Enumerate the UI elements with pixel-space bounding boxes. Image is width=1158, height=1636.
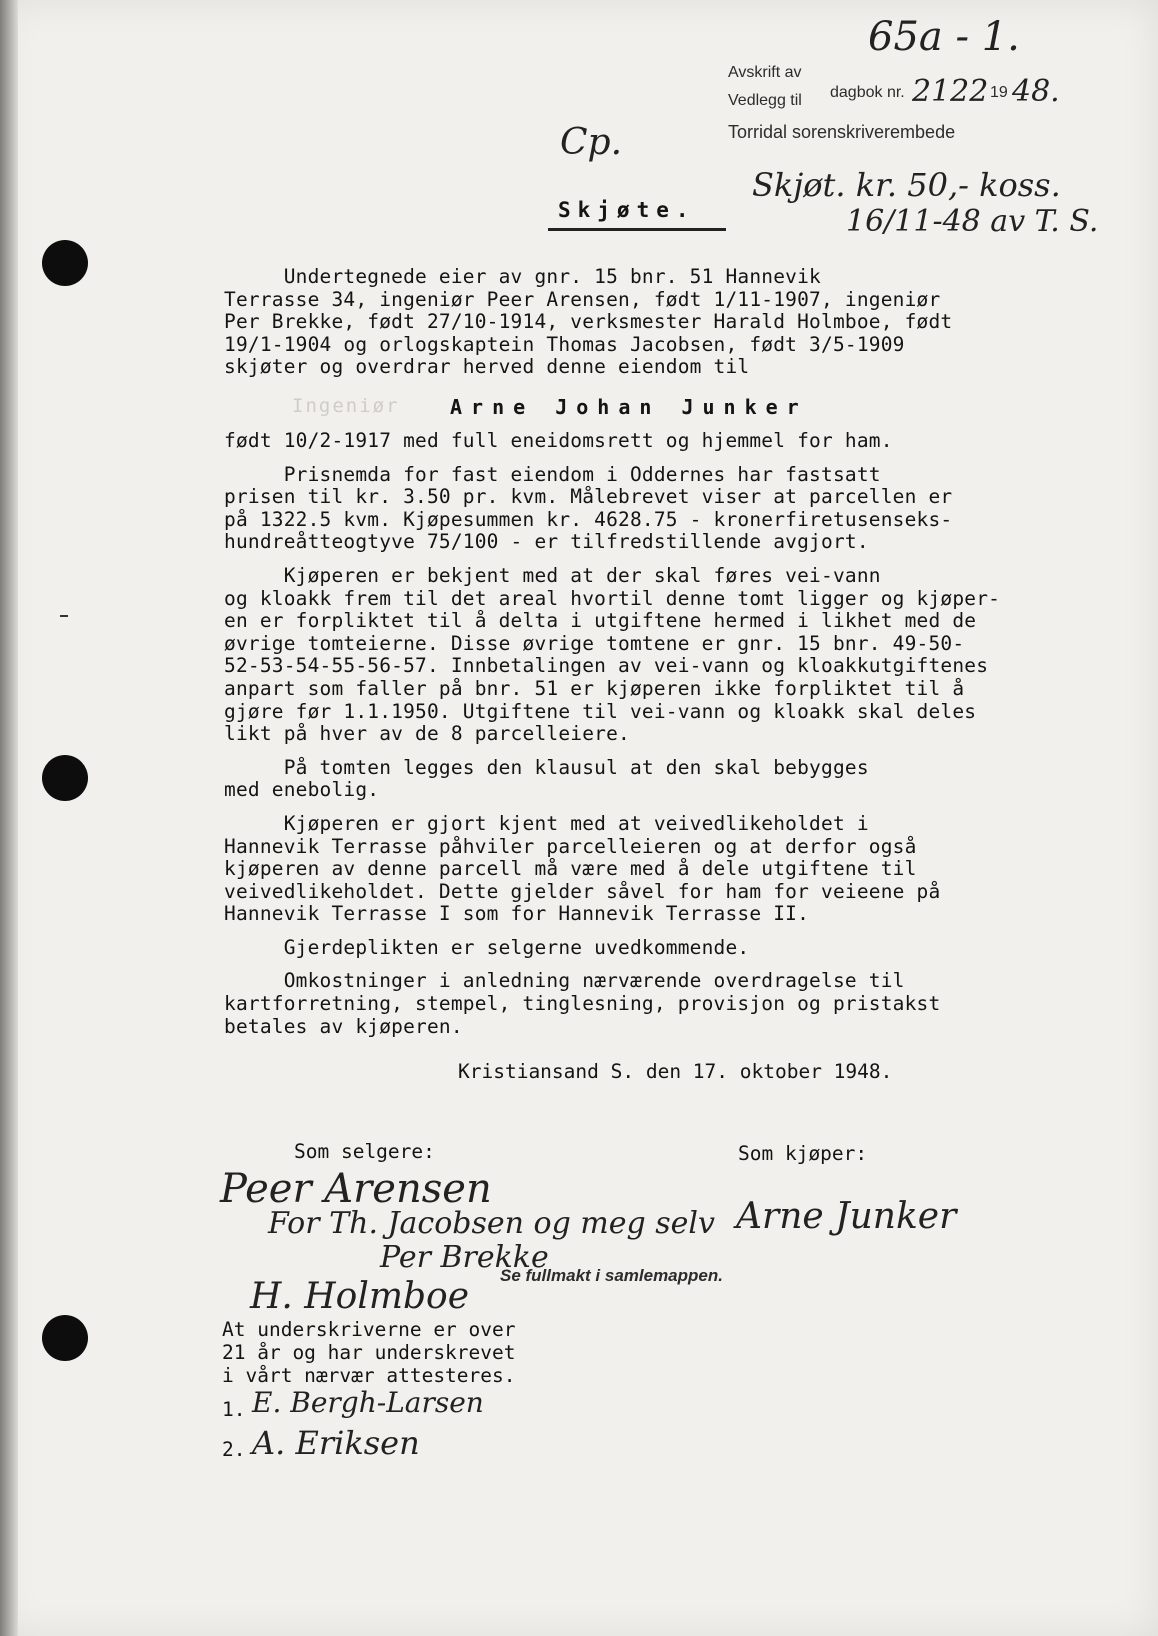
text-line: Kjøperen er bekjent med at der skal føres vei-vann bbox=[224, 563, 881, 587]
attest-line: At underskriverne er over bbox=[222, 1318, 516, 1341]
sellers-label: Som selgere: bbox=[294, 1140, 435, 1163]
text-line: Hannevik Terrasse I som for Hannevik Terrasse II. bbox=[224, 902, 810, 926]
text-line: Per Brekke, født 27/10-1914, verksmester Harald Holmboe, født bbox=[224, 310, 953, 334]
text-line: på 1322.5 kvm. Kjøpesummen kr. 4628.75 - kronerfiretusenseks- bbox=[224, 507, 953, 531]
text-line: På tomten legges den klausul at den skal bebygges bbox=[224, 755, 869, 779]
text-line: betales av kjøperen. bbox=[224, 1014, 463, 1038]
document-title: Skjøte. bbox=[558, 198, 696, 222]
text-line: anpart som faller på bnr. 51 er kjøperen ikke forpliktet til å bbox=[224, 676, 965, 700]
text-line: kartforretning, stempel, tinglesning, provisjon og pristakst bbox=[224, 992, 941, 1016]
stamp-year: 48. bbox=[1012, 74, 1060, 109]
text-line: Kjøperen er gjort kjent med at veivedlikeholdet i bbox=[224, 811, 869, 835]
witness-2-signature: A. Eriksen bbox=[252, 1424, 420, 1462]
text-line: likt på hver av de 8 parcelleiere. bbox=[224, 722, 630, 746]
fee-note-line1: Skjøt. kr. 50,- koss. bbox=[752, 166, 1061, 204]
paragraph-terms bbox=[224, 430, 1104, 1038]
title-underline bbox=[548, 228, 726, 231]
attest-line: i vårt nærvær attesteres. bbox=[222, 1364, 516, 1387]
text-line: født 10/2-1917 med full eneidomsrett og hjemmel for ham. bbox=[224, 429, 893, 452]
reference-number: 65a - 1. bbox=[868, 14, 1020, 60]
text-line: og kloakk frem til det areal hvortil denne tomt ligger og kjøper- bbox=[224, 586, 1001, 610]
signature-for-jacobsen: For Th. Jacobsen og meg selv bbox=[268, 1206, 715, 1241]
text-line: hundreåtteogtyve 75/100 - er tilfredstillende avgjort. bbox=[224, 530, 869, 554]
fee-note-line2: 16/11-48 av T. S. bbox=[846, 204, 1099, 239]
buyer-name: Arne Johan Junker bbox=[450, 395, 808, 419]
initials: Cp. bbox=[560, 122, 623, 163]
text-line: Terrasse 34, ingeniør Peer Arensen, født 1/11-1907, ingeniør bbox=[224, 287, 941, 311]
signature-holmboe: H. Holmboe bbox=[250, 1276, 470, 1317]
stamp-year-prefix: 19 bbox=[990, 84, 1008, 101]
fullmakt-stamp: Se fullmakt i samlemappen. bbox=[500, 1266, 723, 1285]
text-line: Gjerdeplikten er selgerne uvedkommende. bbox=[224, 935, 750, 959]
buyer-label: Som kjøper: bbox=[738, 1142, 868, 1165]
punch-hole-bottom bbox=[42, 1315, 88, 1361]
text-line: skjøter og overdrar herved denne eiendom til bbox=[224, 355, 750, 379]
punch-hole-middle bbox=[42, 755, 88, 801]
place-date: Kristiansand S. den 17. oktober 1948. bbox=[458, 1060, 893, 1083]
text-line: Hannevik Terrasse påhviler parcelleieren og at derfor også bbox=[224, 834, 917, 858]
text-line: veivedlikeholdet. Dette gjelder såvel for ham for veieene på bbox=[224, 879, 941, 903]
witness-2-number: 2. bbox=[222, 1438, 246, 1461]
text-line: Prisnemda for fast eiendom i Oddernes har fastsatt bbox=[224, 462, 881, 486]
stamp-avskrift: Avskrift av bbox=[728, 64, 802, 81]
text-line: 19/1-1904 og orlogskaptein Thomas Jacobsen, født 3/5-1909 bbox=[224, 332, 905, 356]
margin-mark bbox=[60, 615, 68, 617]
text-line: Undertegnede eier av gnr. 15 bnr. 51 Hannevik bbox=[224, 265, 821, 288]
text-line: øvrige tomteierne. Disse øvrige tomtene er gnr. 15 bnr. 49-50- bbox=[224, 631, 965, 655]
signature-buyer: Arne Junker bbox=[736, 1196, 957, 1237]
scan-edge bbox=[0, 0, 18, 1636]
stamp-vedlegg: Vedlegg til bbox=[728, 92, 802, 109]
text-line: Omkostninger i anledning nærværende overdragelse til bbox=[224, 969, 905, 993]
text-line: en er forpliktet til å delta i utgiftene hermed i likhet med de bbox=[224, 609, 977, 633]
struck-out-word: Ingeniør bbox=[292, 395, 400, 417]
stamp-dagbok-number: 2122 bbox=[912, 74, 989, 109]
text-line: prisen til kr. 3.50 pr. kvm. Målebrevet viser at parcellen er bbox=[224, 485, 953, 509]
text-line: gjøre før 1.1.1950. Utgiftene til vei-vann og kloakk skal deles bbox=[224, 699, 977, 723]
signature-per: Per Brekke bbox=[380, 1240, 549, 1275]
stamp-dagbok-label: dagbok nr. bbox=[830, 84, 905, 101]
text-line: 52-53-54-55-56-57. Innbetalingen av vei-vann og kloakkutgiftenes bbox=[224, 654, 989, 678]
attest-line: 21 år og har underskrevet bbox=[222, 1341, 516, 1364]
witness-1-signature: E. Bergh-Larsen bbox=[252, 1386, 484, 1419]
signature-peer: Peer Arensen bbox=[220, 1166, 492, 1212]
stamp-court: Torridal sorenskriverembede bbox=[728, 122, 956, 142]
paragraph-owners bbox=[224, 266, 1104, 379]
witness-1-number: 1. bbox=[222, 1398, 246, 1421]
punch-hole-top bbox=[42, 240, 88, 286]
text-line: kjøperen av denne parcell må være med å dele utgiftene til bbox=[224, 857, 917, 881]
text-line: med enebolig. bbox=[224, 778, 380, 802]
